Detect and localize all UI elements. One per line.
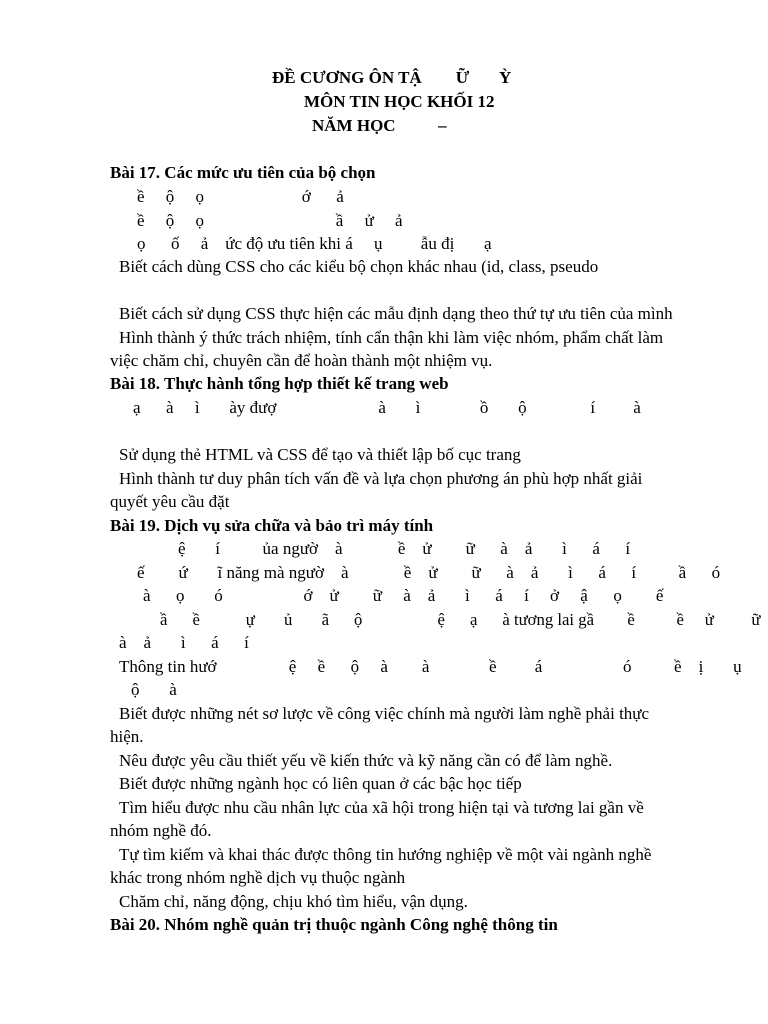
body-line: Nêu được yêu cầu thiết yếu về kiến thức và kỹ năng cần có để làm nghề. [119,751,613,770]
body-line: Sử dụng thẻ HTML và CSS để tạo và thiết lập bố cục trang [119,445,521,464]
header-school-year: NĂM HỌC – [312,116,447,135]
body-line: Hình thành ý thức trách nhiệm, tính cẩn thận khi làm việc nhóm, phẩm chất làm [119,328,664,347]
section-heading-20: Bài 20. Nhóm nghề quản trị thuộc ngành Công nghệ thông tin [110,915,558,934]
section-heading-18: Bài 18. Thực hành tổng hợp thiết kế trang web [110,374,449,393]
body-line: ế ứ ĩ năng mà ngườ à ề ử ữ à ả ì á í ầ ó [137,563,721,582]
body-line: Hình thành tư duy phân tích vấn đề và lựa chọn phương án phù hợp nhất giải [119,469,643,488]
body-line: ầ ề ự ủ ã ộ ệ ạ à tương lai gầ ề ề ử ữ [160,610,761,629]
body-line: Tự tìm kiếm và khai thác được thông tin hướng nghiệp về một vài ngành nghề [119,845,652,864]
header-title: ĐỀ CƯƠNG ÔN TẬ Ữ Ỳ [272,68,512,87]
body-line: Biết được những ngành học có liên quan ở các bậc học tiếp [119,774,522,793]
section-heading-17: Bài 17. Các mức ưu tiên của bộ chọn [110,163,376,182]
body-line: hiện. [110,727,144,746]
body-line: ộ à [131,680,177,699]
body-line: Tìm hiểu được nhu cầu nhân lực của xã hội trong hiện tại và tương lai gần về [119,798,644,817]
body-line: Biết được những nét sơ lược về công việc chính mà người làm nghề phải thực [119,704,650,723]
body-line: ạ à ì ày đượ à ì ồ ộ í à [133,398,641,417]
body-line: quyết yêu cầu đặt [110,492,230,511]
body-line: Chăm chỉ, năng động, chịu khó tìm hiểu, vận dụng. [119,892,468,911]
body-line: ọ ố ả ức độ ưu tiên khi á ụ ẫu đị ạ [137,234,492,253]
body-line: Thông tin hướ ệ ề ộ à à ề á ó ề ị ụ [119,657,742,676]
header-subject: MÔN TIN HỌC KHỐI 12 [304,92,495,111]
body-line: à ọ ó ớ ử ữ à ả ì á í ở ậ ọ ế [143,586,664,605]
body-line: Biết cách dùng CSS cho các kiểu bộ chọn khác nhau (id, class, pseudo [119,257,599,276]
section-heading-19: Bài 19. Dịch vụ sửa chữa và bảo trì máy tính [110,516,434,535]
body-line: ề ộ ọ ớ ả [137,187,344,206]
body-line: ệ í ủa ngườ à ề ử ữ à ả ì á í [178,539,631,558]
body-line: ề ộ ọ ầ ử ả [137,211,403,230]
body-line: Biết cách sử dụng CSS thực hiện các mẫu định dạng theo thứ tự ưu tiên của mình [119,304,673,323]
body-line: à ả ì á í [119,633,249,652]
body-line: nhóm nghề đó. [110,821,212,840]
body-line: việc chăm chỉ, chuyên cần để hoàn thành một nhiệm vụ. [110,351,493,370]
body-line: khác trong nhóm nghề dịch vụ thuộc ngành [110,868,406,887]
